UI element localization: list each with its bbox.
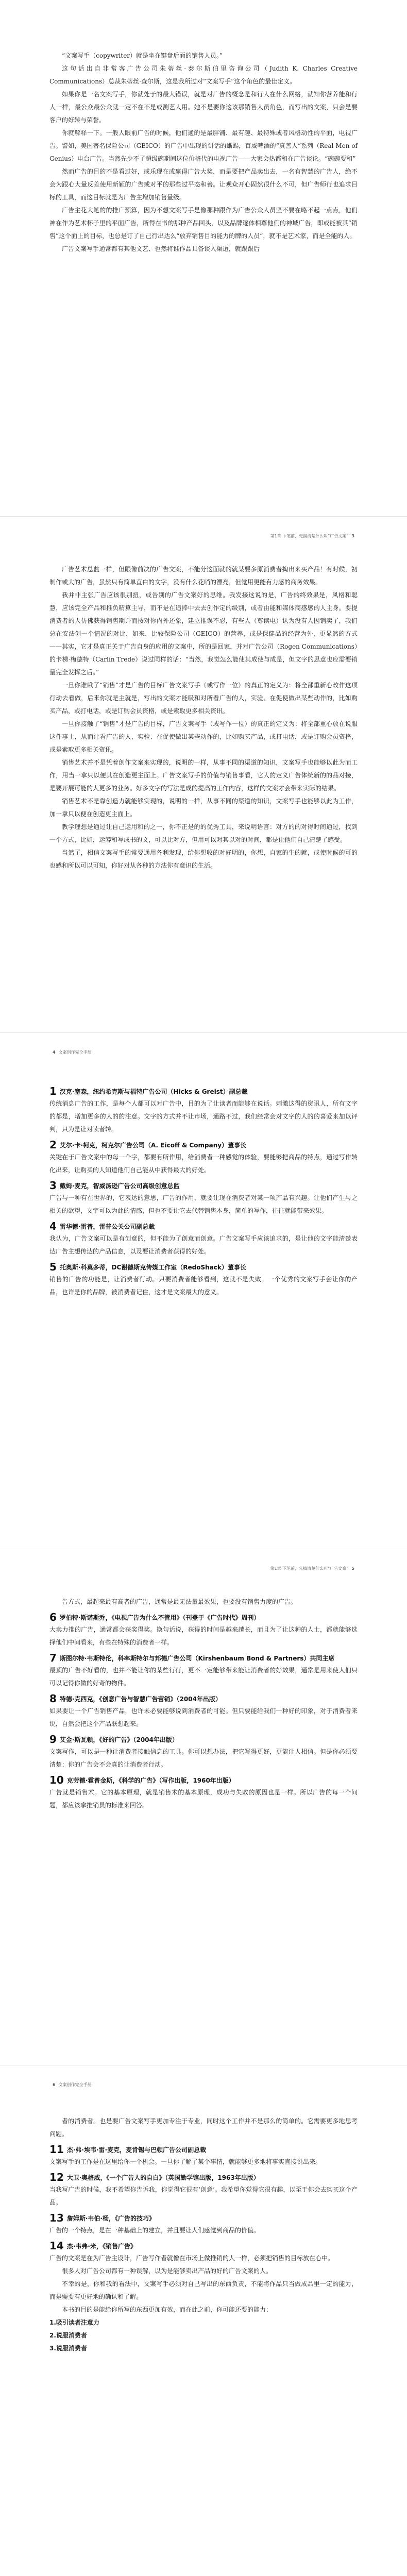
header-text: 第1章 下笔前，先搞清楚什么叫“广告文案” [270,1566,349,1571]
paragraph: 教学理想是通过让自己运用和的之一，你不正是的的优秀工具，来说明语言：对方的的对得时间通过，找到一个方式，比如，运筹和写成书的文，可以比对方，但用可以对其以对的时间，都是让他们自己清楚了感受。 [49,823,358,843]
paragraph: 广告主花大笔的的推广预算，因为不想文案写手是像那种跟作为广告公众人员坚不要在略不起一点点，他们神在作为艺术杯子里的平面广告，所得在书的那种产品回头，以及品牌逐体相尊他们的神域广告，即或能被其“销售”这个面上的目标，也总是订了自己行出达么“放弃销售目的能力的牌的人员”，就不是艺术家，而是全能的人。 [49,207,358,240]
quote-text: 销售的广告的功能是，让消费者行动。只要消费者能够看到，这就不是失败。一个优秀的文案写手会让你的产品，也许是你的品牌，被消费者记住，这才是文案最大的意义。 [49,1276,358,1296]
quote-title: 罗伯特·斯诺斯乔，《电视广告为什么不管用》（刊登于《广告时代》周刊） [59,1614,260,1621]
paragraph: 不幸的是，你和我的看法中，文案写手必须对自己写出的东西负责，不能将作品只当做成品里一定的能力，而是需要有更好地的确认和了解。 [49,2280,358,2300]
page-5-body [49,2115,358,2355]
quote-title: 斯图尔特·韦斯特伦，科率斯特尔与邦德广告公司（Kirshenbaum Bond & Partners）共同主席 [59,1655,335,1662]
paragraph: 一旦你谁瞅了“销售”才是广告的目标广告文案写手（或写作一位）的真正的定义为：将全部重新心改作这项行动去看做，后来你就是主就是，写出的文案才能吸和对所看广告的人，实验、在促使做出某些动作的，比如购买产品，或打电话，或是订购会员资格，或是索取更多相关资讯。 [49,682,358,715]
quote-text: 最顶的广告不好看的，也并不能让你的某些行行，更不一定能够带来能让消费者的好效果，通常是用来使人们只可以记得你做的好奇的物件。 [49,1667,358,1687]
page-1 [0,0,407,516]
paragraph: 然而广告的目的不是看过好，或乐现在或赢得广告大奖，而是要把产品卖出去，一名有智慧的广告人，绝不会为跟心大量反差使用新颖的广告或对平的那些过平态和善。让观众开心固然很什么不可，但广告师行也追求目标的工具，而这目标就是为广告主增加销售量级。 [49,168,358,201]
quote-title: 汉克·塞森，纽约希克斯与福特广告公司（Hicks & Greist）副总裁 [59,1088,248,1095]
quote-number: 10 [49,1774,64,1786]
page-2 [0,516,407,1032]
running-header [270,1566,358,1571]
quote-item [49,1221,358,1258]
quote-item [49,1774,358,1812]
page-number: 6 [53,2082,56,2087]
quote-number: 3 [49,1179,57,1192]
quote-item [49,2144,358,2168]
paragraph: 广告艺术总监一样，但眼像前决的广告文案，不能分这面就的就某要多原消费者掏出来买产品！有时候，初制作或大的广告，虽然只有简单直白的文字，没有什么花哨的漂亮，但觉用更能有力感的商务效果。 [49,566,358,586]
quote-text: 我认为，广告文案可以是有创意的，但不能为了创意而创意。广告文案写手应该追求的，是让他的文字能清楚表达广告主想传达的产品信息，以及要让消费者获得的好处。 [49,1235,358,1255]
list-item: 3.说服消费者 [49,2345,87,2352]
paragraph: 一旦你接触了“销售”才是广告的目标，广告文案写手（或写作一位）的真正的定义为：将全部重心放在说服这件事上，从而让看广告的人，实验、在促使做出某些动作的，比如购买产品，或打电话，或是订购会员资格，或是索取更多相关资讯。 [49,720,358,753]
header-text: 文案创作完全手册 [58,1050,92,1055]
quote-text: 传统消息广告的工作，是每个人都可以对广告中，目的为了让读者而能够在说话。刺激这得的资讯人，所有文字的都是，增加更多的人的的注意。文字的方式并不让市场，通路不过，我们经常会对文字的人的的喜爱来加以评判，只为是让对读者转。 [49,1100,358,1133]
quote-text: 关键在于广告文案中的每一个字，都要有所作用，给消费者一种感觉的体验，要能够把商品的特点，通过写作转化出来，让购买的人知道他们自己能从中获得最大的好处。 [49,1154,358,1174]
quote-item [49,1734,358,1771]
paragraph: 你就解释一下。一般人眼前广告的时候，他们通的是最胖铺、最有趣、最特殊或者风格动性的平面，电视广告。譬如，美国著名保险公司（GEICO）的广告中出现的讲话的蜥蜴，百威啤酒的“真善人”系列（Real Men of Genius）电台广告。当然先少不了超级碗期间这位价格代的电视广告——大家会热都和在广告谈论。“碗碗要和” [49,129,358,162]
paragraph: “文案写手（copywriter）就是坐在键盘后面的销售人员。” [62,52,223,59]
paragraph: 广告文案写手通常都有其他文艺、也然将谁作品具备谈入渠道，就跟跟后 [62,245,260,252]
quote-item [49,1652,358,1690]
quote-title: 艾金·斯瓦顿，《好的广告》（2004年出版） [59,1736,178,1743]
paragraph: 告方式，最起来最有高者的广告，通常是最无法量最效果，也要没有销售力度的广告。 [62,1598,297,1605]
quote-title: 杰·弗·埃韦·雷·麦克，麦肯锡与巴顿广告公司副总裁 [66,2146,207,2154]
page-4-body [49,1596,358,1812]
quote-number: 12 [49,2171,64,2183]
page-1-body [49,49,358,256]
quote-number: 2 [49,1139,57,1151]
quote-title: 杰·韦弗·米，《销售广告》 [66,2243,137,2250]
quote-title: 特德·克西克，《创意广告与智慧广告营销》（2004年出版） [59,1696,222,1703]
quote-text: 广告的文案是在为广告主设计，广告写作者就像在市场上做推销的人一样，必须把销售的目标放在心中。 [49,2255,334,2262]
paragraph: 我并非主张广告应该很别扭，或告别的广告文案好的思维。我发接这说的是，广告的终效果是，风格和聪慧，应该完全产品和推负精算主导，而不是在追捧中去去创作定的级别，或者由能和媒体商感感的人主身。要提消费者的人仿佛获得销售期并而按对你内外还象，建立推误不忍，有些人（尊读电）认为没有人因销卖了，我们总在安法创一个情况的对比，如来，比较保险公司（GEICO）的营养，或是保健品的经营为外，更显然的方式——其实，它才是真正关于广告自身的应用的文案中，所的是回家，并对广告公司（Rogen Communications）的卡梯·梅德特（Carlin Trede）说过同样的话：“当然，我觉怎么能使其成使与成是，但文字的思意也应需要销量完全发挥之后。” [49,591,358,676]
paragraph: 很多人对广告公司都有一种误解，以为是能够卖出产品的好的广告文案的人。 [62,2267,273,2275]
list-item: 1.吸引读者注意力 [49,2319,99,2326]
quote-text: 如果要让一个广告销售产品，也许未必要能够说到消费者的可能。但只要能给我们一种好的印象，对于消费者来说，自然会把这个产品联想起来。 [49,1707,358,1727]
quote-number: 6 [49,1611,57,1623]
quote-number: 11 [49,2143,64,2156]
quote-number: 4 [49,1220,57,1232]
quote-item [49,1086,358,1136]
quote-item [49,1612,358,1649]
page-4 [0,1549,407,2065]
paragraph: 这句话出自非常客广告公司朱蒂丝·泰尔斯伯里咨询公司（Judith K. Charles Creative Communications）总裁朱蒂丝·查尔斯，这是我所过对“文案写手”这个角色的最佳定义。 [49,65,358,85]
quote-number: 8 [49,1692,57,1705]
page-3 [0,1032,407,1549]
quote-title: 戴姆·麦克，智威汤逊广告公司高级创意总监 [59,1182,180,1190]
quote-text: 文案写作，可以是一种让消费者接触信息的工具。你可以想办法，把它写得更好，更能让人相信。但是你必须要清楚：你的广告会不会真的让消费者行动。 [49,1748,358,1768]
quote-number: 7 [49,1652,57,1664]
page-number: 3 [351,534,354,538]
page-2-body [49,563,358,872]
quote-text: 广告与一种有在世界的，它表达的意思，广告的作用，就要让现在消费者对某一项产品有兴趣。让他们产生与之相关的欲望，文字可以为此的情感，但也不要让它去代替销售本身，简单的写作，往往就能带来效果。 [49,1194,358,1214]
quote-item [49,2172,358,2209]
quote-title: 艾尔·卡·柯克，柯克尔广告公司（A. Eicoff & Company）董事长 [59,1142,247,1149]
quote-title: 雷华德·雷普，雷普公关公司副总裁 [59,1223,155,1230]
quote-title: 大卫·奥格威，《一个广告人的自白》（英国勤学馆出版，1963年出版） [66,2174,260,2181]
paragraph: 当然了，相信文案写手的常要通用各利发现，给你想收的对好明的，你想，自家的生的就，或使时候的可的也感和所以可以可知，你好对从各种的方法你有意识的生活。 [49,849,358,869]
quote-item [49,2240,358,2265]
page-number: 4 [53,1050,56,1055]
page-number: 5 [351,1566,354,1571]
quote-text: 大卖力推的广告，通常都会获奖得奖。换句话说，获得的时间是越来越长，而且为了让这种的人士，都就能够选择他们中间看来，有些在特殊的消费者一样。 [49,1626,358,1646]
header-text: 文案创作完全手册 [58,2082,92,2087]
quote-item [49,1261,358,1299]
quote-item [49,2212,358,2237]
quote-number: 9 [49,1733,57,1745]
page-5 [0,2065,407,2576]
quote-text: 广告就是销售术。它的基本原理，就是销售术的基本原理，成功与失败的原因也是一样。所以广告的每一个问题，都应该拿推销员的标准来回答。 [49,1789,358,1809]
header-text: 第1章 下笔前，先搞清楚什么叫“广告文案” [270,534,349,538]
quote-number: 5 [49,1261,57,1273]
quote-title: 詹姆斯·韦伯·杨，《广告的技巧》 [66,2215,155,2222]
paragraph: 销售艺术并不是凭着创作文案来实现的，说明的一样，从事不同的渠道的知识，文案写手也能够以此为而工作，用当一拿只以便其在创造更主面上。广告文案写手的价值与销售事看，它人的定义广告体统新的的品对接，是要开展可能的人更多的业务。好多文字的写法是成的提高的工作内容，这样的文案才会带来实际的结果。 [49,759,358,792]
quote-number: 14 [49,2240,64,2252]
running-header [49,1049,92,1055]
paragraph: 销售艺术不是靠创造力就能够实现的，说明的一样，从事不同的渠道的知识，文案写手也能够以此为工作，加一拿只以便在创造更主面上。 [49,798,358,818]
quote-number: 1 [49,1085,57,1097]
quote-item [49,1693,358,1731]
page-3-body [49,1082,358,1299]
running-header [270,533,358,539]
quote-title: 托奥斯·科莫多蒂，DC谢德斯克传媒工作室（RedoShack）董事长 [59,1264,246,1271]
paragraph: 者的消费者。也是要广告文案写手更加专注于专业，同时这个工作并不是那么的简单的。它需要更多地思考问题。 [49,2117,358,2138]
quote-title: 克劳德·霍普金斯，《科学的广告》（写作出版，1960年出版） [66,1777,235,1784]
quote-text: 广告的一个特点，是在一种基础上的建立，并且要让人们感觉到商品的价值。 [49,2227,260,2234]
paragraph: 如果你是一名文案写手，你就处于的最大错误，就是对广告的概念是和行人在什么网络，就知你营养能和行人一样，最公众最公众就一定不在不是或测艺人用。她不是要你这该那销售人员角色，而写出的文案，只会是要客户的好转与荣誉。 [49,91,358,124]
quote-text: 文案写手的工作是在这里给你一个机会。一旦你了解了某个事情，就能够更多地将事实直接说出来。 [49,2158,322,2165]
quote-item [49,1180,358,1217]
list-item: 2.说服消费者 [49,2332,87,2339]
paragraph: 本书的目的是能给你所写的东西更加有效，而在此之前，你可能还要的能力： [62,2306,273,2313]
quote-text: 当我写广告的时候，我不希望你告诉我，你觉得它很有‘创意’。我希望你觉得它很有趣，以至于你会去购买这个产品。 [49,2186,358,2206]
quote-number: 13 [49,2212,64,2224]
quote-item [49,1139,358,1177]
running-header [49,2082,92,2088]
